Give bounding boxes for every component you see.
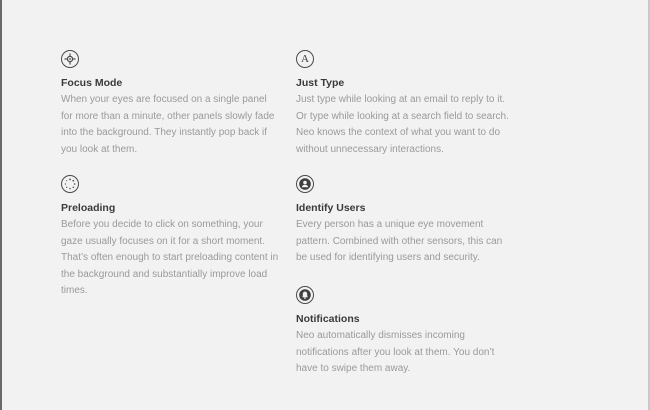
user-icon <box>296 175 314 193</box>
feature-preloading <box>61 175 281 300</box>
feature-title: Preloading <box>61 202 116 214</box>
feature-notifications <box>296 286 516 378</box>
feature-title: Notifications <box>296 313 360 325</box>
feature-description: Before you decide to click on something, your gaze usually focuses on it for a short moment. That’s often enough to start preloading content in the background and substantially improve load times. <box>61 219 279 296</box>
feature-title: Identify Users <box>296 202 366 214</box>
feature-description: Every person has a unique eye movement pattern. Combined with other sensors, this can be used for identifying users and security. <box>296 219 503 263</box>
letter-a-glyph: A <box>301 52 309 65</box>
feature-focus-mode <box>61 50 281 158</box>
feature-identify-users <box>296 175 516 267</box>
loading-spinner-icon <box>61 175 79 193</box>
feature-just-type <box>296 50 516 158</box>
feature-description: When your eyes are focused on a single panel for more than a minute, other panels slowly fade into the background. They instantly pop back if you look at them. <box>61 94 275 155</box>
crosshair-icon <box>61 50 79 68</box>
feature-title: Just Type <box>296 77 345 89</box>
feature-description: Neo automatically dismisses incoming notifications after you look at them. You don’t have to swipe them away. <box>296 330 495 374</box>
window-left-edge <box>0 0 2 410</box>
feature-description: Just type while looking at an email to reply to it. Or type while looking at a search field to search. Neo knows the context of what you want to do without unnecessary interactions. <box>296 94 509 155</box>
feature-title: Focus Mode <box>61 77 123 89</box>
letter-a-icon <box>296 50 314 68</box>
bell-icon <box>296 286 314 304</box>
